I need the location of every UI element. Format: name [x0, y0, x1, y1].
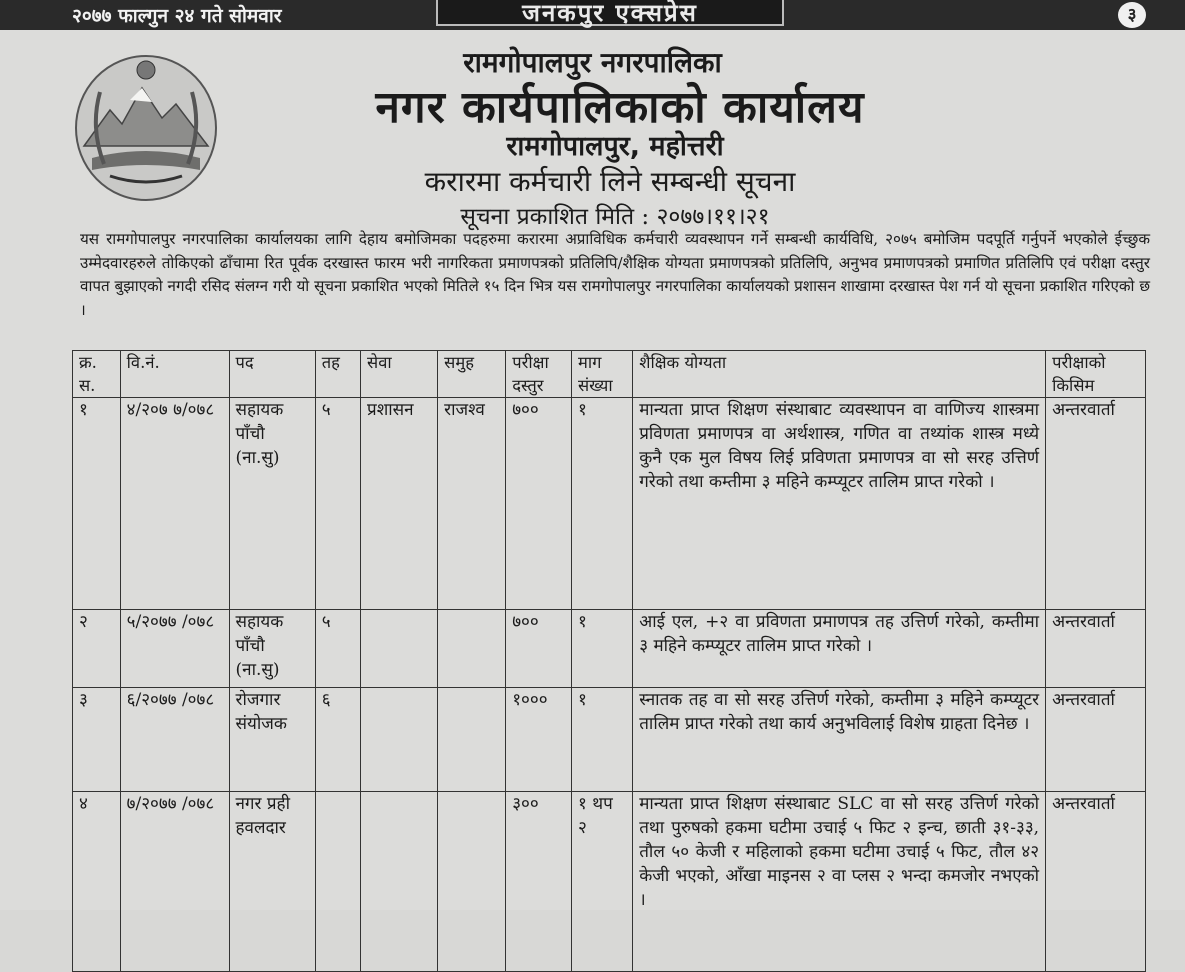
cell-sn: २	[73, 610, 121, 688]
col-header-sn: क्र. स.	[73, 351, 121, 398]
cell-exam-fee: १०००	[506, 688, 572, 792]
col-header-demand: माग संख्या	[572, 351, 633, 398]
cell-group: राजश्व	[438, 398, 506, 610]
masthead	[0, 0, 1185, 30]
masthead-paper-name: जनकपुर एक्सप्रेस	[436, 0, 784, 26]
cell-adv-no: ६/२०७७ /०७८	[120, 688, 229, 792]
cell-post: रोजगार संयोजक	[229, 688, 315, 792]
col-header-level: तह	[315, 351, 360, 398]
cell-service: प्रशासन	[361, 398, 438, 610]
masthead-page-number: ३	[1118, 2, 1146, 28]
cell-group	[438, 688, 506, 792]
col-header-post: पद	[229, 351, 315, 398]
vacancy-table	[72, 350, 1146, 972]
table-row	[73, 398, 1146, 610]
cell-group	[438, 792, 506, 972]
cell-demand: १	[572, 688, 633, 792]
cell-level: ६	[315, 688, 360, 792]
cell-qualification: मान्यता प्राप्त शिक्षण संस्थाबाट व्यवस्थापन वा वाणिज्य शास्त्रमा प्रविणता प्रमाणपत्र वा अर्थशास्त्र, गणित वा तथ्यांक शास्त्र मध्ये कुनै एक मुल विषय लिई प्रविणता प्रमाणपत्र वा सो सरह उत्तिर्ण गरेको तथा कम्तीमा ३ महिने कम्प्यूटर तालिम प्राप्त गरेको ।	[633, 398, 1046, 610]
cell-post: सहायक पाँचौ (ना.सु)	[229, 610, 315, 688]
col-header-exam-type: परीक्षाको किसिम	[1046, 351, 1146, 398]
cell-qualification: स्नातक तह वा सो सरह उत्तिर्ण गरेको, कम्तीमा ३ महिने कम्प्यूटर तालिम प्राप्त गरेको तथा कार्य अनुभविलाई विशेष ग्राहता दिनेछ ।	[633, 688, 1046, 792]
cell-exam-type: अन्तरवार्ता	[1046, 792, 1146, 972]
cell-adv-no: ७/२०७७ /०७८	[120, 792, 229, 972]
col-header-qualification: शैक्षिक योग्यता	[633, 351, 1046, 398]
cell-level: ५	[315, 398, 360, 610]
col-header-group: समुह	[438, 351, 506, 398]
cell-exam-fee: ३००	[506, 792, 572, 972]
table-row	[73, 792, 1146, 972]
cell-sn: ४	[73, 792, 121, 972]
office-title: नगर कार्यपालिकाको कार्यालय	[375, 82, 865, 133]
cell-sn: १	[73, 398, 121, 610]
cell-adv-no: ५/२०७७ /०७८	[120, 610, 229, 688]
cell-level	[315, 792, 360, 972]
cell-demand: १ थप २	[572, 792, 633, 972]
col-header-exam-fee: परीक्षा दस्तुर	[506, 351, 572, 398]
cell-post: सहायक पाँचौ (ना.सु)	[229, 398, 315, 610]
masthead-date: २०७७ फाल्गुन २४ गते सोमवार	[72, 5, 282, 27]
table-header-row	[73, 351, 1146, 398]
cell-exam-type: अन्तरवार्ता	[1046, 398, 1146, 610]
cell-demand: १	[572, 610, 633, 688]
table-row	[73, 688, 1146, 792]
municipality-name: रामगोपालपुर नगरपालिका	[463, 46, 722, 79]
cell-exam-type: अन्तरवार्ता	[1046, 688, 1146, 792]
cell-service	[361, 610, 438, 688]
cell-adv-no: ४/२०७ ७/०७८	[120, 398, 229, 610]
cell-exam-fee: ७००	[506, 398, 572, 610]
cell-service	[361, 688, 438, 792]
cell-level: ५	[315, 610, 360, 688]
cell-group	[438, 610, 506, 688]
cell-exam-fee: ७००	[506, 610, 572, 688]
cell-sn: ३	[73, 688, 121, 792]
col-header-service: सेवा	[361, 351, 438, 398]
cell-qualification: मान्यता प्राप्त शिक्षण संस्थाबाट SLC वा सो सरह उत्तिर्ण गरेको तथा पुरुषको हकमा घटीमा उचाई ५ फिट २ इन्च, छाती ३१-३३, तौल ५० केजी र महिलाको हकमा घटीमा उचाई ५ फिट, तौल ४२ केजी भएको, आँखा माइनस २ वा प्लस २ भन्दा कमजोर नभएको ।	[633, 792, 1046, 972]
cell-qualification: आई एल, +२ वा प्रविणता प्रमाणपत्र तह उत्तिर्ण गरेको, कम्तीमा ३ महिने कम्प्यूटर तालिम प्राप्त गरेको ।	[633, 610, 1046, 688]
col-header-adv-no: वि.नं.	[120, 351, 229, 398]
intro-paragraph: यस रामगोपालपुर नगरपालिका कार्यालयका लागि देहाय बमोजिमका पदहरुमा करारमा अप्राविधिक कर्मचारी व्यवस्थापन गर्ने सम्बन्धी कार्यविधि, २०७५ बमोजिम पदपूर्ति गर्नुपर्ने भएकोले ईच्छुक उम्मेदवारहरुले तोकिएको ढाँचामा रित पूर्वक दरखास्त फारम भरी नागरिकता प्रमाणपत्रको प्रतिलिपि/शैक्षिक योग्यता प्रमाणपत्रको प्रतिलिपि, अनुभव प्रमाणपत्रको प्रमाणित प्रतिलिपि एवं परीक्षा दस्तुर वापत बुझाएको नगदी रसिद संलग्न गरी यो सूचना प्रकाशित भएको मितिले १५ दिन भित्र यस रामगोपालपुर नगरपालिका कार्यालयको प्रशासन शाखामा दरखास्त पेश गर्न यो सूचना प्रकाशित गरिएको छ ।	[80, 230, 1150, 319]
publish-date: सूचना प्रकाशित मिति : २०७७।११।२१	[460, 204, 770, 230]
cell-post: नगर प्रही हवलदार	[229, 792, 315, 972]
cell-exam-type: अन्तरवार्ता	[1046, 610, 1146, 688]
cell-demand: १	[572, 398, 633, 610]
notice-subject: करारमा कर्मचारी लिने सम्बन्धी सूचना	[424, 165, 796, 198]
cell-service	[361, 792, 438, 972]
table-row	[73, 610, 1146, 688]
office-location: रामगोपालपुर, महोत्तरी	[506, 131, 724, 162]
